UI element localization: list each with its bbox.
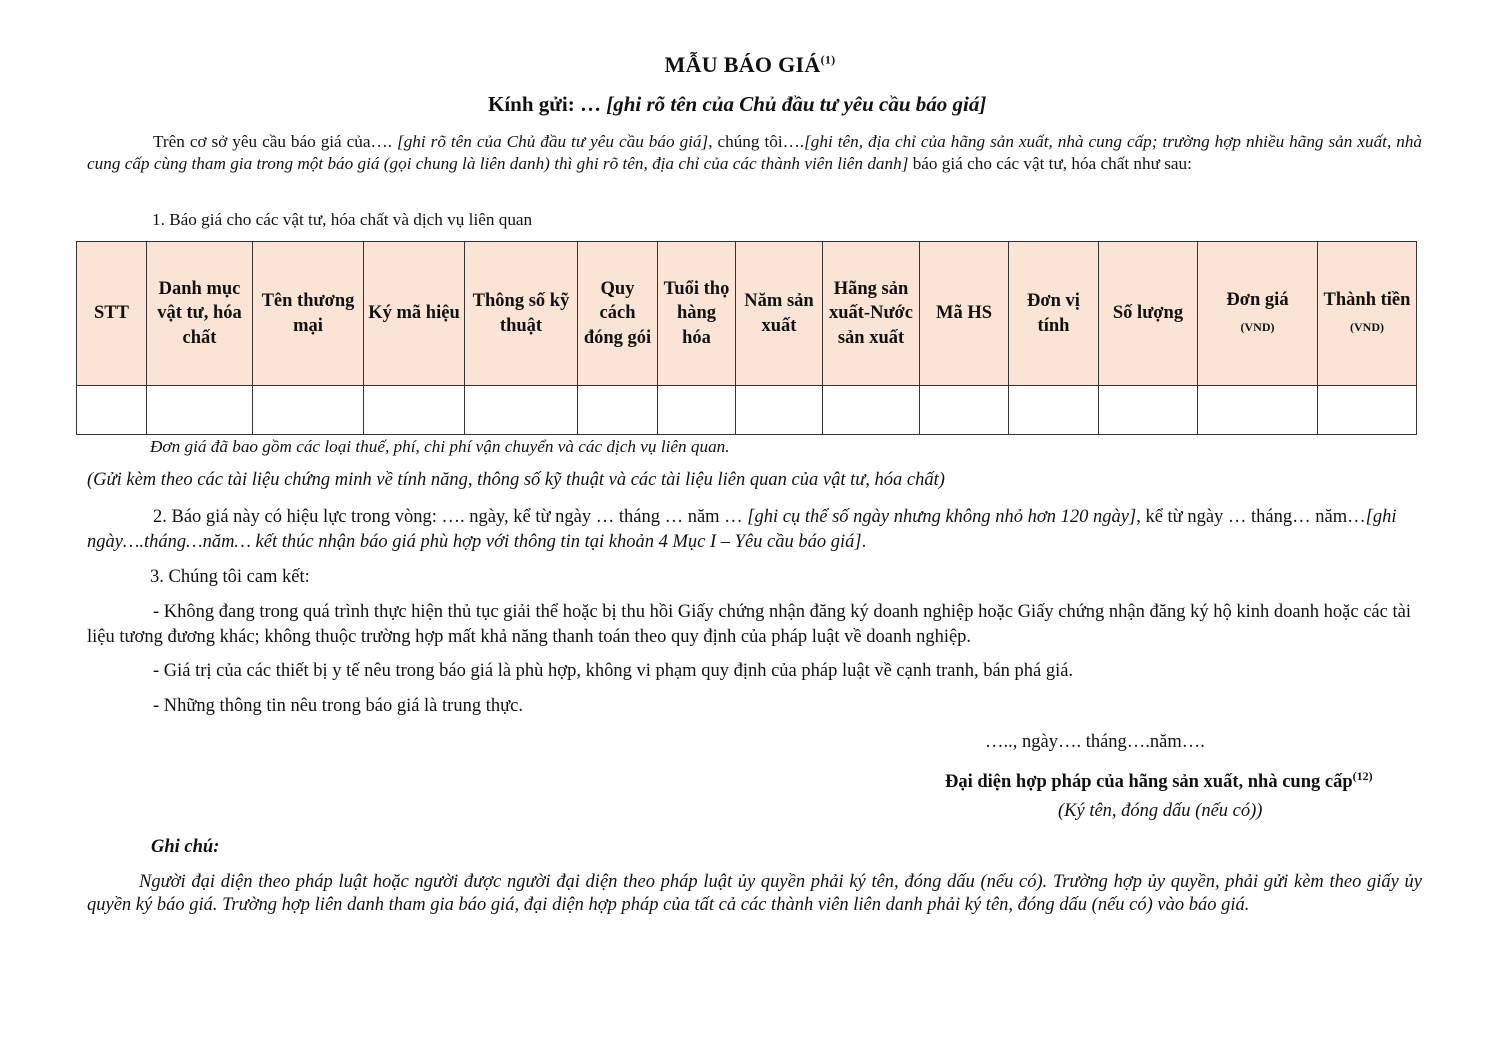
quote-table	[76, 241, 1417, 435]
intro-paragraph	[87, 131, 1422, 175]
commitment-item-2: - Giá trị của các thiết bị y tế nêu trong báo giá là phù hợp, không vi phạm quy định của pháp luật về cạnh tranh, bán phá giá.	[153, 661, 1074, 681]
table-cell[interactable]	[1099, 386, 1198, 435]
intro-text-1: Trên cơ sở yêu cầu báo giá của….	[153, 132, 393, 151]
header-manufacturer-country: Hãng sản xuất-Nước sản xuất	[823, 242, 920, 386]
intro-text-3: báo giá cho các vật tư, hóa chất như sau:	[908, 154, 1192, 173]
header-unit-price-currency: (VND)	[1240, 319, 1275, 334]
header-stt: STT	[77, 242, 147, 386]
title-text: MẪU BÁO GIÁ	[664, 52, 821, 77]
validity-placeholder-2: [ghi ngày….tháng…năm… kết thúc nhận báo giá phù hợp với thông tin tại khoản 4 Mục I – Yêu cầu báo giá]	[87, 507, 1397, 552]
table-cell[interactable]	[736, 386, 823, 435]
validity-paragraph	[87, 505, 1422, 555]
commitment-item-1: - Không đang trong quá trình thực hiện thủ tục giải thể hoặc bị thu hồi Giấy chứng nhận đăng ký doanh nghiệp hoặc Giấy chứng nhận đăng ký hộ kinh doanh hoặc các tài liệu tương đương khác; không thuộc trường hợp mất khả năng thanh toán theo quy định của pháp luật về doanh nghiệp.	[87, 602, 1411, 647]
representative-footnote: (12)	[1352, 769, 1373, 783]
signature-representative	[945, 764, 1373, 795]
signature-date-line: ….., ngày…. tháng….năm….	[985, 732, 1205, 752]
validity-text-1: 2. Báo giá này có hiệu lực trong vòng: …. ngày, kể từ ngày … tháng … năm …	[153, 507, 748, 527]
header-production-year: Năm sản xuất	[736, 242, 823, 386]
table-cell[interactable]	[578, 386, 658, 435]
table-cell[interactable]	[1009, 386, 1099, 435]
validity-text-3: .	[861, 532, 867, 552]
validity-placeholder-1: [ghi cụ thể số ngày nhưng không nhỏ hơn 120 ngày]	[747, 507, 1137, 527]
header-trade-name: Tên thương mại	[253, 242, 364, 386]
table-cell[interactable]	[253, 386, 364, 435]
table-cell[interactable]	[1198, 386, 1318, 435]
table-cell[interactable]	[920, 386, 1009, 435]
header-item-list: Danh mục vật tư, hóa chất	[147, 242, 253, 386]
page-title	[0, 52, 1500, 78]
header-unit: Đơn vị tính	[1009, 242, 1099, 386]
section-1-label: 1. Báo giá cho các vật tư, hóa chất và dịch vụ liên quan	[152, 210, 533, 229]
header-hs-code: Mã HS	[920, 242, 1009, 386]
representative-text: Đại diện hợp pháp của hãng sản xuất, nhà cung cấp	[945, 772, 1353, 793]
table-cell[interactable]	[364, 386, 465, 435]
table-cell[interactable]	[465, 386, 578, 435]
table-header-row	[77, 242, 1417, 386]
intro-placeholder-2: [ghi tên, địa chỉ của hãng sản xuất, nhà cung cấp; trường hợp nhiều hãng sản xuất, nhà cung cấp cùng tham gia trong một báo giá (gọi chung là liên danh) thì ghi rõ tên, địa chỉ của các thành viên liên danh]	[87, 132, 1423, 173]
header-packaging: Quy cách đóng gói	[578, 242, 658, 386]
header-quantity: Số lượng	[1099, 242, 1198, 386]
table-cell[interactable]	[147, 386, 253, 435]
table-row	[77, 386, 1417, 435]
header-unit-price: Đơn giá (VND)	[1198, 242, 1318, 386]
validity-text-2: , kể từ ngày … tháng… năm…	[1136, 507, 1366, 527]
recipient-prefix: Kính gửi: …	[488, 92, 601, 116]
recipient-line	[488, 92, 986, 117]
header-shelf-life: Tuổi thọ hàng hóa	[658, 242, 736, 386]
table-cell[interactable]	[658, 386, 736, 435]
notes-text: Người đại diện theo pháp luật hoặc người được người đại diện theo pháp luật ủy quyền phải ký tên, đóng dấu (nếu có). Trường hợp ủy quyền, phải gửi kèm theo giấy ủy quyền ký báo giá. Trường hợp liên danh tham gia báo giá, đại diện hợp pháp của tất cả các thành viên liên danh phải ký tên, đóng dấu (nếu có) vào báo giá.	[87, 872, 1422, 915]
header-model-code: Ký mã hiệu	[364, 242, 465, 386]
price-note: Đơn giá đã bao gồm các loại thuế, phí, chi phí vận chuyển và các dịch vụ liên quan.	[150, 437, 730, 456]
table-cell[interactable]	[1318, 386, 1417, 435]
recipient-placeholder: [ghi rõ tên của Chủ đầu tư yêu cầu báo giá]	[606, 92, 987, 116]
commitment-heading: 3. Chúng tôi cam kết:	[150, 567, 310, 587]
header-total: Thành tiền (VND)	[1318, 242, 1417, 386]
header-specifications: Thông số kỹ thuật	[465, 242, 578, 386]
title-footnote: (1)	[820, 52, 836, 67]
commitment-item-3: - Những thông tin nêu trong báo giá là trung thực.	[153, 696, 523, 716]
attachment-note: (Gửi kèm theo các tài liệu chứng minh về tính năng, thông số kỹ thuật và các tài liệu liên quan của vật tư, hóa chất)	[87, 470, 945, 490]
intro-placeholder-1: [ghi rõ tên của Chủ đầu tư yêu cầu báo giá]	[397, 132, 709, 151]
notes-heading: Ghi chú:	[151, 837, 220, 857]
table-cell[interactable]	[77, 386, 147, 435]
header-total-currency: (VND)	[1350, 319, 1384, 334]
signature-instruction: (Ký tên, đóng dấu (nếu có))	[1058, 801, 1263, 821]
intro-text-2: , chúng tôi….	[708, 132, 805, 151]
table-cell[interactable]	[823, 386, 920, 435]
